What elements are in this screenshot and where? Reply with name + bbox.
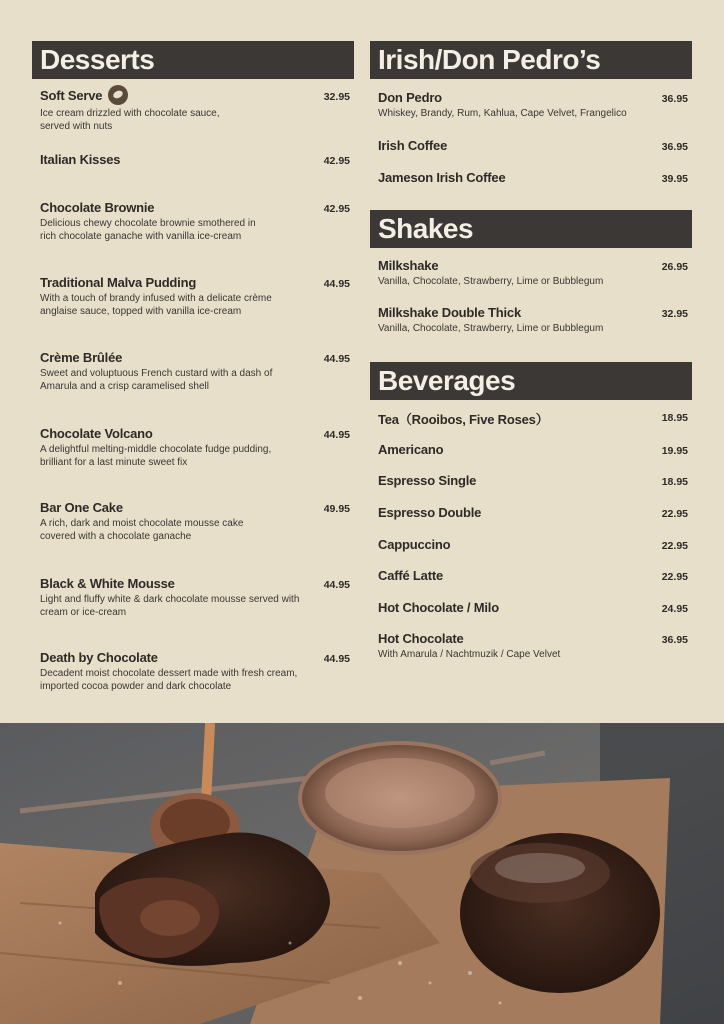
- menu-item-description-line: cream or ice-cream: [40, 607, 127, 618]
- menu-item-price: 44.95: [323, 653, 350, 665]
- menu-item-name-text: Chocolate Volcano: [40, 426, 153, 441]
- menu-item-name: [378, 505, 658, 520]
- menu-item-price: 44.95: [323, 429, 350, 441]
- menu-item-name: [40, 152, 320, 167]
- menu-item-name: [378, 631, 658, 646]
- menu-item: [40, 426, 320, 469]
- menu-item: [378, 442, 658, 457]
- menu-item-name-text: Italian Kisses: [40, 152, 121, 167]
- menu-item-description-line: With Amarula / Nachtmuzik / Cape Velvet: [378, 649, 561, 660]
- menu-item-name: [378, 537, 658, 552]
- menu-item-price: 18.95: [661, 412, 688, 424]
- menu-item-description: [378, 275, 658, 288]
- menu-item-price: 42.95: [323, 155, 350, 167]
- menu-item-name-text: Milkshake Double Thick: [378, 305, 521, 320]
- menu-item-name-text: Irish Coffee: [378, 138, 448, 153]
- menu-item: [378, 170, 658, 185]
- menu-item-name-text: Hot Chocolate / Milo: [378, 600, 499, 615]
- menu-item: [378, 568, 658, 583]
- menu-item: [378, 138, 658, 153]
- menu-item: [40, 500, 320, 543]
- menu-item-name-text: Traditional Malva Pudding: [40, 275, 197, 290]
- menu-item-description-line: A rich, dark and moist chocolate mousse cake: [40, 518, 244, 529]
- menu-item: [378, 473, 658, 488]
- menu-item-description: [40, 217, 320, 243]
- menu-item-description: [40, 667, 320, 693]
- menu-item-name-text: Crème Brûlée: [40, 350, 123, 365]
- menu-item-name: [40, 88, 320, 105]
- menu-item-description-line: Amarula and a crisp caramelised shell: [40, 381, 209, 392]
- irish-header: Irish/Don Pedro’s: [370, 41, 692, 79]
- menu-item-price: 44.95: [323, 353, 350, 365]
- menu-item: [40, 152, 320, 167]
- menu-item: [378, 537, 658, 552]
- menu-item-price: 19.95: [661, 445, 688, 457]
- menu-item-description-line: Vanilla, Chocolate, Strawberry, Lime or Bubblegum: [378, 323, 604, 334]
- menu-item-name-text: Bar One Cake: [40, 500, 123, 515]
- menu-item-description-line: brilliant for a last minute sweet fix: [40, 457, 188, 468]
- coffee-bean-badge-icon: [108, 85, 128, 105]
- menu-item-name: [378, 305, 658, 320]
- menu-item-price: 22.95: [661, 508, 688, 520]
- menu-item: [40, 200, 320, 243]
- menu-item-name-text: Milkshake: [378, 258, 439, 273]
- menu-item-description-line: rich chocolate ganache with vanilla ice-cream: [40, 231, 242, 242]
- menu-item-description-line: anglaise sauce, topped with vanilla ice-cream: [40, 306, 242, 317]
- menu-item-description-line: With a touch of brandy infused with a delicate crème: [40, 293, 272, 304]
- menu-item-name: [40, 576, 320, 591]
- menu-item-name: [40, 200, 320, 215]
- menu-item-description-line: Whiskey, Brandy, Rum, Kahlua, Cape Velvet, Frangelico: [378, 108, 627, 119]
- menu-item-name-text: Hot Chocolate: [378, 631, 464, 646]
- menu-item-price: 22.95: [661, 571, 688, 583]
- menu-item-price: 32.95: [661, 308, 688, 320]
- menu-item-name-text: Death by Chocolate: [40, 650, 158, 665]
- menu-item-price: 44.95: [323, 579, 350, 591]
- menu-item-description-line: covered with a chocolate ganache: [40, 531, 192, 542]
- menu-item: [378, 631, 658, 661]
- menu-item: [40, 350, 320, 393]
- menu-item-description-line: Decadent moist chocolate dessert made with fresh cream,: [40, 668, 298, 679]
- shakes-header: Shakes: [370, 210, 692, 248]
- menu-item: [40, 576, 320, 619]
- menu-item-price: 22.95: [661, 540, 688, 552]
- menu-item-description: [40, 107, 320, 133]
- menu-item-price: 18.95: [661, 476, 688, 488]
- menu-item-description: [378, 322, 658, 335]
- menu-item-price: 24.95: [661, 603, 688, 615]
- menu-item: [40, 650, 320, 693]
- menu-item-description: [378, 107, 658, 120]
- menu-item-name-text: Espresso Double: [378, 505, 482, 520]
- desserts-header: Desserts: [32, 41, 354, 79]
- menu-item-name: [40, 350, 320, 365]
- menu-item-price: 36.95: [661, 93, 688, 105]
- menu-item-price: 44.95: [323, 278, 350, 290]
- menu-item-description-line: Light and fluffy white & dark chocolate mousse served with: [40, 594, 300, 605]
- menu-item-name: [378, 442, 658, 457]
- menu-item-name: [378, 600, 658, 615]
- menu-item-name-text: Soft Serve: [40, 88, 103, 103]
- menu-item-name-text: Black & White Mousse: [40, 576, 175, 591]
- menu-item-name: [40, 650, 320, 665]
- menu-item-name-text: Caffé Latte: [378, 568, 443, 583]
- menu-item-name-text: Jameson Irish Coffee: [378, 170, 506, 185]
- menu-item: [378, 505, 658, 520]
- menu-item-price: 36.95: [661, 141, 688, 153]
- menu-item-name: [378, 409, 658, 428]
- menu-item-description-line: Delicious chewy chocolate brownie smothered in: [40, 218, 256, 229]
- menu-item: [378, 409, 658, 428]
- menu-item-name: [378, 90, 658, 105]
- menu-item-description-line: imported cocoa powder and dark chocolate: [40, 681, 232, 692]
- menu-item-description-line: Ice cream drizzled with chocolate sauce,: [40, 108, 220, 120]
- menu-item-description-line: served with nuts: [40, 121, 113, 133]
- menu-item-name: [40, 500, 320, 515]
- menu-item-name-text: Cappuccino: [378, 537, 451, 552]
- menu-item-description: [40, 593, 320, 619]
- menu-item: [378, 600, 658, 615]
- menu-item: [40, 275, 320, 318]
- menu-item: [378, 305, 658, 335]
- dessert-photo: [0, 723, 724, 1024]
- menu-item-name-text: Tea（Rooibos, Five Roses）: [378, 412, 549, 427]
- menu-item-price: 26.95: [661, 261, 688, 273]
- menu-item: [40, 88, 320, 133]
- menu-item-price: 39.95: [661, 173, 688, 185]
- menu-item-name-text: Don Pedro: [378, 90, 442, 105]
- menu-item-price: 36.95: [661, 634, 688, 646]
- menu-item: [378, 90, 658, 120]
- menu-item-price: 32.95: [323, 91, 350, 103]
- menu-item-description: [40, 443, 320, 469]
- menu-item-price: 49.95: [323, 503, 350, 515]
- menu-item-description-line: A delightful melting-middle chocolate fudge pudding,: [40, 444, 272, 455]
- beverages-header: Beverages: [370, 362, 692, 400]
- menu-item-name: [378, 473, 658, 488]
- menu-item-name-text: Americano: [378, 442, 444, 457]
- menu-item-description-line: Sweet and voluptuous French custard with a dash of: [40, 368, 273, 379]
- menu-item-description: [40, 292, 320, 318]
- menu-item-description: [378, 648, 658, 661]
- menu-item-price: 42.95: [323, 203, 350, 215]
- menu-item-name: [40, 426, 320, 441]
- menu-item-description: [40, 367, 320, 393]
- menu-item-name-text: Chocolate Brownie: [40, 200, 155, 215]
- menu-item: [378, 258, 658, 288]
- menu-item-description-line: Vanilla, Chocolate, Strawberry, Lime or Bubblegum: [378, 276, 604, 287]
- menu-item-name: [378, 170, 658, 185]
- menu-item-name: [378, 138, 658, 153]
- menu-item-name: [40, 275, 320, 290]
- menu-item-description: [40, 517, 320, 543]
- menu-item-name: [378, 568, 658, 583]
- menu-item-name: [378, 258, 658, 273]
- menu-item-name-text: Espresso Single: [378, 473, 477, 488]
